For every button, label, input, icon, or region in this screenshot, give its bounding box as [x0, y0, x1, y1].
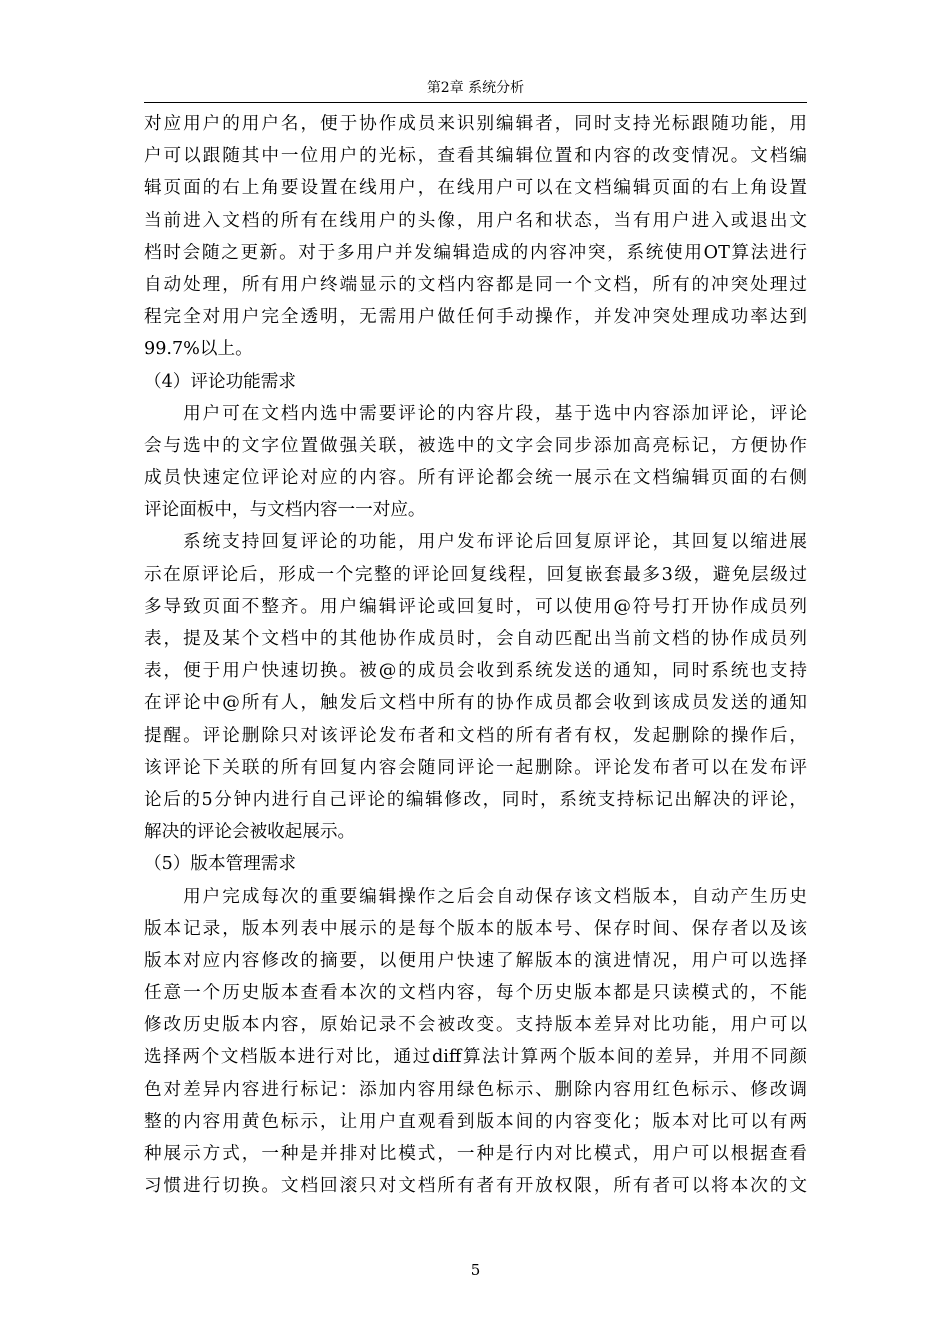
text-line: 自动处理，所有用户终端显示的文档内容都是同一个文档，所有的冲突处理过 [144, 274, 807, 295]
text-line: 提醒。评论删除只对该评论发布者和文档的所有者有权，发起删除的操作后， [144, 725, 807, 746]
text-line: 档时会随之更新。对于多用户并发编辑造成的内容冲突，系统使用OT算法进行 [144, 242, 807, 263]
header-divider [144, 102, 807, 103]
text-line: 系统支持回复评论的功能，用户发布评论后回复原评论，其回复以缩进展 [144, 532, 807, 553]
text-line: 习惯进行切换。文档回滚只对文档所有者有开放权限，所有者可以将本次的文 [144, 1176, 807, 1197]
text-line: 99.7%以上。 [144, 339, 253, 360]
text-line: 辑页面的右上角要设置在线用户，在线用户可以在文档编辑页面的右上角设置 [144, 178, 807, 199]
text-line: 修改历史版本内容，原始记录不会被改变。支持版本差异对比功能，用户可以 [144, 1015, 807, 1036]
text-line: 评论面板中，与文档内容一一对应。 [144, 500, 426, 521]
text-line: 程完全对用户完全透明，无需用户做任何手动操作，并发冲突处理成功率达到 [144, 307, 807, 328]
text-line: 表，提及某个文档中的其他协作成员时，会自动匹配出当前文档的协作成员列 [144, 629, 807, 649]
text-line: 当前进入文档的所有在线用户的头像，用户名和状态，当有用户进入或退出文 [144, 210, 807, 231]
text-line: 表，便于用户快速切换。被@的成员会收到系统发送的通知，同时系统也支持 [144, 661, 807, 682]
text-line: 在评论中@所有人，触发后文档中所有的协作成员都会收到该成员发送的通知 [144, 693, 807, 714]
page-number: 5 [470, 1261, 481, 1279]
text-line: 用户可在文档内选中需要评论的内容片段，基于选中内容添加评论，评论 [144, 403, 807, 424]
text-line: 对应用户的用户名，便于协作成员来识别编辑者，同时支持光标跟随功能，用 [144, 114, 807, 134]
text-line: 任意一个历史版本查看本次的文档内容，每个历史版本都是只读模式的，不能 [144, 983, 807, 1004]
text-line: 示在原评论后，形成一个完整的评论回复线程，回复嵌套最多3级，避免层级过 [144, 564, 807, 585]
text-line: 选择两个文档版本进行对比，通过diff算法计算两个版本间的差异，并用不同颜 [144, 1047, 807, 1068]
text-line: 成员快速定位评论对应的内容。所有评论都会统一展示在文档编辑页面的右侧 [144, 468, 807, 489]
text-line: 整的内容用黄色标示，让用户直观看到版本间的内容变化；版本对比可以有两 [144, 1111, 807, 1132]
text-line: 户可以跟随其中一位用户的光标，查看其编辑位置和内容的改变情况。文档编 [144, 146, 807, 167]
section-heading-comments: （4）评论功能需求 [144, 371, 296, 392]
text-line: 版本对应内容修改的摘要，以便用户快速了解版本的演进情况，用户可以选择 [144, 950, 807, 971]
section-heading-versions: （5）版本管理需求 [144, 854, 296, 875]
text-line: 色对差异内容进行标记：添加内容用绿色标示、删除内容用红色标示、修改调 [144, 1079, 807, 1100]
text-line: 解决的评论会被收起展示。 [144, 822, 356, 843]
text-line: 会与选中的文字位置做强关联，被选中的文字会同步添加高亮标记，方便协作 [144, 435, 807, 456]
text-line: 论后的5分钟内进行自己评论的编辑修改，同时，系统支持标记出解决的评论， [144, 789, 807, 810]
text-line: 种展示方式，一种是并排对比模式，一种是行内对比模式，用户可以根据查看 [144, 1144, 807, 1164]
text-line: 该评论下关联的所有回复内容会随同评论一起删除。评论发布者可以在发布评 [144, 757, 807, 778]
page-header: 第2章 系统分析 [426, 80, 525, 96]
body-text [144, 108, 807, 1202]
text-line: 版本记录，版本列表中展示的是每个版本的版本号、保存时间、保存者以及该 [144, 918, 807, 939]
text-line: 多导致页面不整齐。用户编辑评论或回复时，可以使用@符号打开协作成员列 [144, 596, 807, 617]
text-line: 用户完成每次的重要编辑操作之后会自动保存该文档版本，自动产生历史 [144, 886, 807, 907]
